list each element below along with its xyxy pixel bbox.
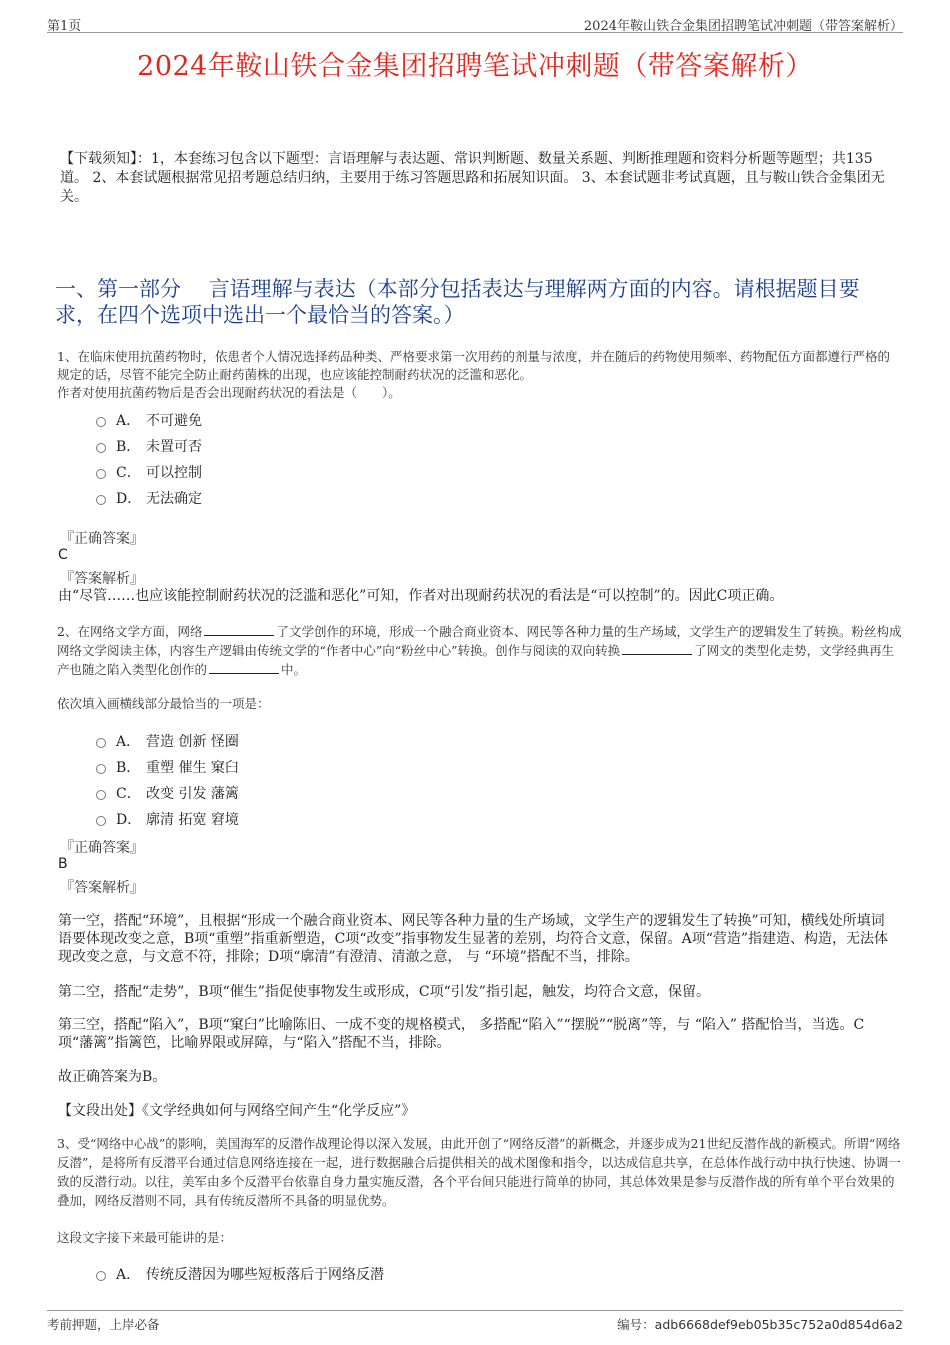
radio-icon[interactable]	[96, 495, 106, 505]
question-2-analysis-2: 第二空，搭配“走势”，B项“催生”指促使事物发生或形成，C项“引发”指引起，触发，均符合文意，保留。	[58, 984, 710, 1000]
radio-icon[interactable]	[96, 469, 106, 479]
question-1-option-c[interactable]: C． 可以控制	[96, 459, 202, 485]
question-2-answer: B	[58, 856, 68, 872]
section-title: 一、第一部分 言语理解与表达（本部分包括表达与理解两方面的内容。请根据题目要求，在四个选项中选出一个最恰当的答案。）	[55, 277, 860, 327]
question-2-option-b[interactable]: B． 重塑 催生 窠臼	[96, 754, 239, 780]
analysis-label: 『答案解析』	[60, 880, 144, 896]
question-3-options	[96, 1261, 384, 1287]
question-2-prompt: 依次填入画横线部分最恰当的一项是：	[57, 696, 270, 711]
radio-icon[interactable]	[96, 1271, 106, 1281]
correct-answer-label: 『正确答案』	[60, 840, 144, 856]
question-3-option-a[interactable]: A． 传统反潜因为哪些短板落后于网络反潜	[96, 1261, 384, 1287]
header-doc-name: 2024年鞍山铁合金集团招聘笔试冲刺题（带答案解析）	[583, 19, 903, 34]
blank-line	[622, 643, 692, 655]
question-1-text	[57, 348, 902, 402]
question-1-options	[96, 407, 202, 511]
radio-icon[interactable]	[96, 443, 106, 453]
analysis-label: 『答案解析』	[60, 571, 144, 587]
page-number: 第1页	[47, 19, 82, 34]
question-3-text: 3、受“网络中心战”的影响，美国海军的反潜作战理论得以深入发展，由此开创了“网络反潜”的新概念，并逐步成为21世纪反潜作战的新模式。所谓“网络反潜”，是将所有反潜平台通过信息网络连接在一起，进行数据融合后提供相关的战术图像和指令，以达成信息共享，在总体作战行动中执行快速、协调一致的反潜行动。以往，美军由多个反潜平台依靠自身力量实施反潜，各个平台间只能进行简单的协同，其总体效果是参与反潜作战的所有单个平台效果的叠加，网络反潜则不同，具有传统反潜所不具备的明显优势。	[57, 1136, 901, 1208]
page-footer	[47, 1310, 903, 1333]
question-3-prompt: 这段文字接下来最可能讲的是：	[57, 1230, 233, 1245]
question-2-option-d[interactable]: D． 廓清 拓宽 窘境	[96, 806, 239, 832]
page-header	[47, 12, 903, 33]
question-2-analysis-1: 第一空，搭配“环境”，且根据“形成一个融合商业资本、网民等各种力量的生产场域，文学生产的逻辑发生了转换”可知，横线处所填词语要体现改变之意，B项“重塑”指重新塑造，C项“改变”指事物发生显著的差别，均符合文意，保留。A项“营造”指建造、构造，无法体现改变之意，与文意不符，排除；D项“廓清”有澄清、清澈之意， 与 “环境”搭配不当，排除。	[58, 913, 889, 965]
question-2-option-c[interactable]: C． 改变 引发 藩篱	[96, 780, 239, 806]
radio-icon[interactable]	[96, 417, 106, 427]
correct-answer-label: 『正确答案』	[60, 531, 144, 547]
question-2-analysis-3: 第三空，搭配“陷入”，B项“窠臼”比喻陈旧、一成不变的规格模式， 多搭配“陷入”“摆脱”“脱离”等，与 “陷入” 搭配恰当，当选。C项“藩篱”指篱笆，比喻界限或屏障，与“陷入”搭配不当，排除。	[58, 1017, 865, 1051]
radio-icon[interactable]	[96, 764, 106, 774]
question-2-source: 【文段出处】《文学经典如何与网络空间产生“化学反应”》	[58, 1103, 416, 1119]
radio-icon[interactable]	[96, 790, 106, 800]
radio-icon[interactable]	[96, 738, 106, 748]
question-2-options	[96, 728, 239, 832]
question-1-body: 1、在临床使用抗菌药物时，依患者个人情况选择药品种类、严格要求第一次用药的剂量与浓度，并在随后的药物使用频率、药物配伍方面都遵行严格的规定的话，尽管不能完全防止耐药菌株的出现，也应该能控制耐药状况的泛滥和恶化。	[57, 349, 890, 382]
question-1-answer: C	[58, 547, 68, 563]
question-2-text: 2、在网络文学方面，网络 了文学创作的环境，形成一个融合商业资本、网民等各种力量的生产场域，文学生产的逻辑发生了转换。粉丝构成网络文学阅读主体，内容生产逻辑由传统文学的“作者中心”向“粉丝中心”转换。创作与阅读的双向转换 了网文的类型化走势，文学经典再生产也随之陷入类型化创作的 中。	[57, 624, 902, 677]
question-1-analysis: 由“尽管……也应该能控制耐药状况的泛滥和恶化”可知，作者对出现耐药状况的看法是“可以控制”的。因此C项正确。	[58, 588, 784, 604]
question-1-option-b[interactable]: B． 未置可否	[96, 433, 202, 459]
blank-line	[204, 624, 274, 636]
document-code: 编号：adb6668def9eb05b35c752a0d854d6a2	[617, 1317, 903, 1332]
blank-line	[209, 662, 279, 674]
question-1-option-d[interactable]: D． 无法确定	[96, 485, 202, 511]
document-title: 2024年鞍山铁合金集团招聘笔试冲刺题（带答案解析）	[137, 51, 813, 82]
question-2-analysis-4: 故正确答案为B。	[58, 1069, 167, 1085]
question-1-option-a[interactable]: A． 不可避免	[96, 407, 202, 433]
question-1-prompt: 作者对使用抗菌药物后是否会出现耐药状况的看法是（ ）。	[57, 385, 401, 400]
download-notice: 【下载须知】：1，本套练习包含以下题型：言语理解与表达题、常识判断题、数量关系题、判断推理题和资料分析题等题型；共135道。 2、本套试题根据常见招考题总结归纳，主要用于练习答题思路和拓展知识面。 3、本套试题非考试真题，且与鞍山铁合金集团无关。	[60, 151, 885, 205]
radio-icon[interactable]	[96, 816, 106, 826]
footer-slogan: 考前押题，上岸必备	[47, 1317, 160, 1332]
question-2-option-a[interactable]: A． 营造 创新 怪圈	[96, 728, 239, 754]
